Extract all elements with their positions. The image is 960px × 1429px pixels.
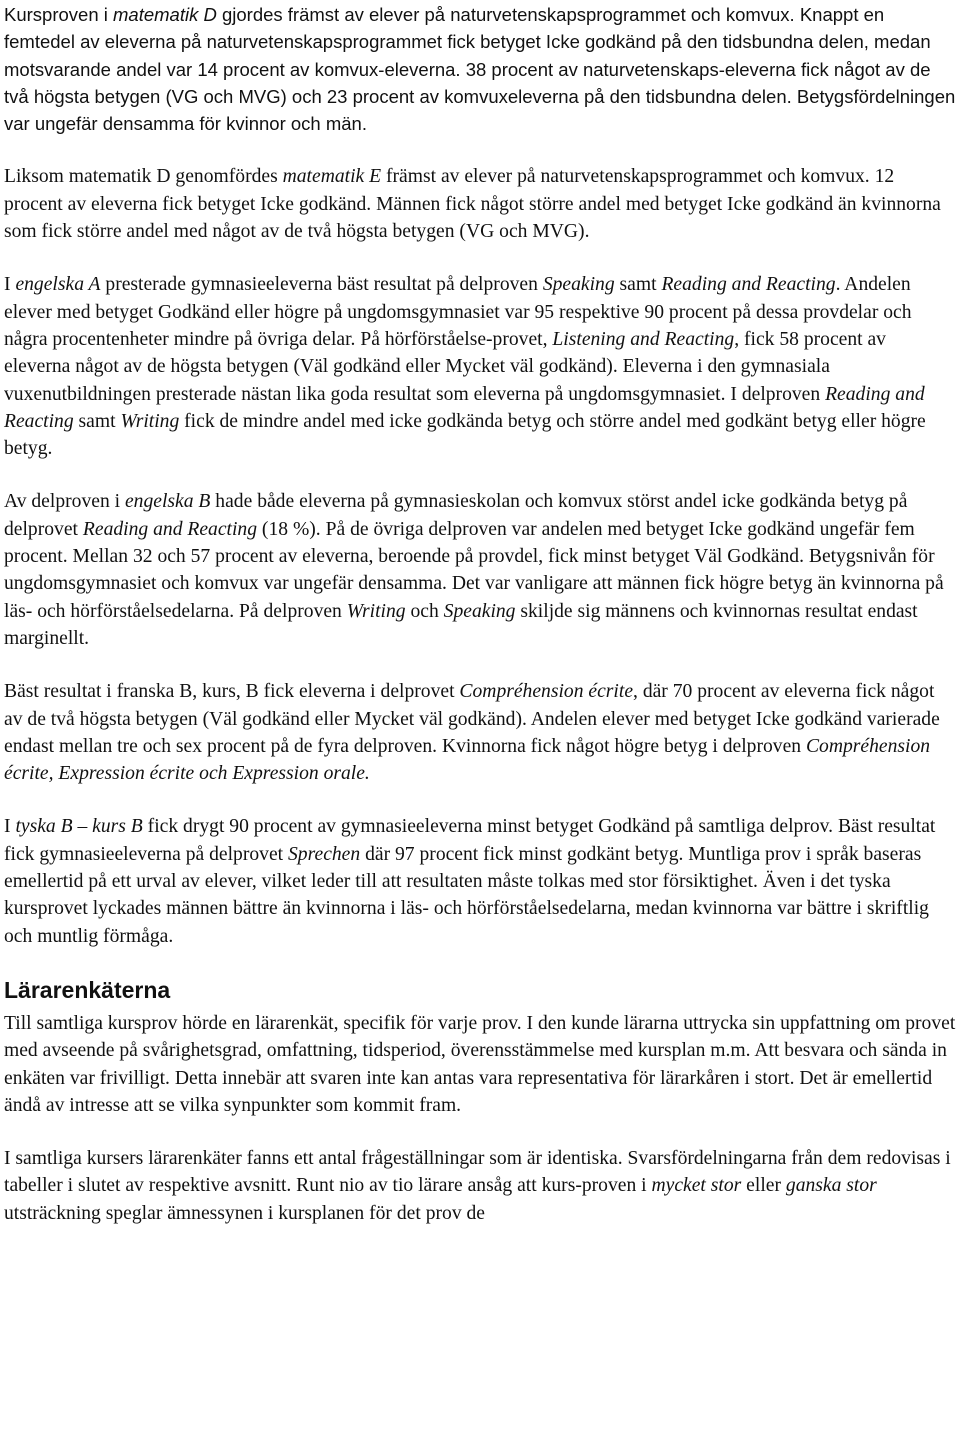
text-run-italic: matematik E — [282, 166, 382, 188]
text-run: presterade gymnasieeleverna bäst resultat på delproven — [100, 274, 543, 296]
text-run: utsträckning speglar ämnessynen i kursplanen för det prov de — [4, 1202, 486, 1224]
paragraph-lararenkat-intro — [4, 1010, 956, 1119]
text-run: Till samtliga kursprov hörde en lärarenkät, specifik för varje prov. I den kunde lärarna uttrycka sin uppfattning om provet med avseende på svårighetsgrad, omfattning, tidsperiod, överensstämmelse med kursplan m.m. Att besvara och sända in enkäten var frivilligt. Detta innebär att svaren inte kan antas vara representativa för lärarkåren i stort. Det är emellertid ändå av intresse att se vilka synpunkter som kommit fram. — [4, 1012, 956, 1116]
paragraph-matematik-d — [4, 1, 956, 137]
text-run: I — [4, 816, 16, 838]
paragraph-matematik-e — [4, 163, 956, 245]
document-page — [4, 0, 956, 1227]
text-run-italic: mycket stor — [651, 1175, 742, 1197]
text-run: . Andelen elever med betyget Godkänd eller högre på ungdomsgymnasiet var 95 respektive 90 procent på dessa provdelar och några procentenheter mindre på övriga delar. På hörförståelse-provet, — [4, 274, 912, 350]
text-run-italic: engelska A — [15, 274, 101, 296]
text-run-italic: Compréhension écrite, Expression écrite och Expression orale. — [4, 735, 931, 785]
text-run: hade både eleverna på gymnasieskolan och komvux störst andel icke godkända betyg på delprovet — [4, 491, 908, 540]
text-run-italic: Writing — [120, 410, 180, 432]
text-run-italic: Compréhension écrite — [459, 681, 634, 703]
text-run: Av delproven i — [4, 491, 125, 513]
text-run: (18 %). På de övriga delproven var andelen med betyget Icke godkänd ungefär fem procent. Mellan 32 och 57 procent av eleverna, beroende på provdel, fick minst betyget Väl Godkänd. Betygsnivån för ungdomsgymnasiet och komvux var ungefär densamma. Det var vanligare att männen fick högre betyg än kvinnorna på läs- och hörförståelsedelarna. På delproven — [4, 518, 944, 622]
text-run: , där 70 procent av eleverna fick något av de två högsta betygen (Väl godkänd eller Mycket väl godkänd). Andelen elever med betyget Icke godkänd varierade endast mellan tre och sex procent på de fyra delproven. Kvinnorna fick något högre betyg i delproven — [4, 681, 940, 757]
text-run-italic: Reading and Reacting — [4, 383, 925, 432]
text-run: , fick 58 procent av eleverna något av de högsta betygen (Väl godkänd eller Mycket väl godkänd). Eleverna i den gymnasiala vuxenutbildningen presterade nästan lika goda resultat som eleverna på ungdomsgymnasiet. I delproven — [4, 328, 886, 405]
text-run: där 97 procent fick minst godkänt betyg. Muntliga prov i språk baseras emellertid på ett urval av elever, vilket leder till att resultaten måste tolkas med stor försiktighet. Även i det tyska kursprovet lyckades männen bättre än kvinnorna i läs- och hörförståelsedelarna, medan kvinnorna var bättre i skriftlig och muntlig förmåga. — [4, 843, 929, 947]
paragraph-tyska-b — [4, 813, 956, 949]
text-run-italic: Writing — [346, 600, 406, 622]
text-run: Liksom matematik D genomfördes — [4, 166, 283, 188]
text-run-italic: Sprechen — [288, 843, 361, 865]
text-run-italic: ganska stor — [785, 1175, 877, 1197]
text-run: skiljde sig männens och kvinnornas resultat endast marginellt. — [4, 600, 918, 649]
text-run: samt — [614, 274, 662, 296]
text-run-italic: matematik D — [113, 4, 217, 25]
text-run-italic: Reading and Reacting — [661, 274, 836, 296]
text-run: fick drygt 90 procent av gymnasieeleverna minst betyget Godkänd på samtliga delprov. Bäst resultat fick gymnasieeleverna på delprovet — [4, 816, 936, 865]
text-run: främst av elever på naturvetenskapsprogrammet och komvux. 12 procent av eleverna fick betyget Icke godkänd. Männen fick något större andel med betyget Icke godkänd än kvinnorna som fick större andel med något av de två högsta betygen (VG och MVG). — [4, 166, 941, 243]
text-run-italic: Speaking — [542, 274, 615, 296]
text-run: Kursproven i — [4, 4, 113, 25]
text-run: eller — [741, 1175, 786, 1197]
text-run-italic: engelska B — [124, 491, 211, 513]
paragraph-engelska-b — [4, 488, 956, 652]
text-run-italic: Speaking — [443, 600, 516, 622]
text-run: gjordes främst av elever på naturvetenskapsprogrammet och komvux. Knappt en femtedel av eleverna på naturvetenskapsprogrammet fick betyget Icke godkänd på den tidsbundna delen, medan motsvarande andel var 14 procent av komvux-eleverna. 38 procent av naturvetenskaps-eleverna fick något av de två högsta betygen (VG och MVG) och 23 procent av komvuxeleverna på den tidsbundna delen. Betygsfördelningen var ungefär densamma för kvinnor och män. — [4, 4, 956, 135]
text-run: Bäst resultat i franska B, kurs, B fick eleverna i delprovet — [4, 681, 460, 703]
text-run-italic: Listening and Reacting — [552, 328, 735, 350]
text-run-italic: tyska B – kurs B — [15, 816, 143, 838]
paragraph-engelska-a — [4, 271, 956, 462]
paragraph-franska-b — [4, 678, 956, 787]
text-run-italic: Reading and Reacting — [82, 518, 258, 540]
text-run: I samtliga kursers lärarenkäter fanns ett antal frågeställningar som är identiska. Svarsfördelningarna från dem redovisas i tabeller i slutet av respektive avsnitt. Runt nio av tio lärare ansåg att kurs-proven i — [4, 1148, 951, 1197]
text-run: I — [4, 274, 16, 296]
text-run: fick de mindre andel med icke godkända betyg och större andel med godkänt betyg eller högre betyg. — [4, 410, 926, 460]
text-run: och — [405, 600, 444, 622]
section-heading: Lärarenkäterna — [4, 976, 171, 1003]
text-run: samt — [73, 410, 121, 432]
paragraph-lararenkat-svar — [4, 1145, 956, 1227]
